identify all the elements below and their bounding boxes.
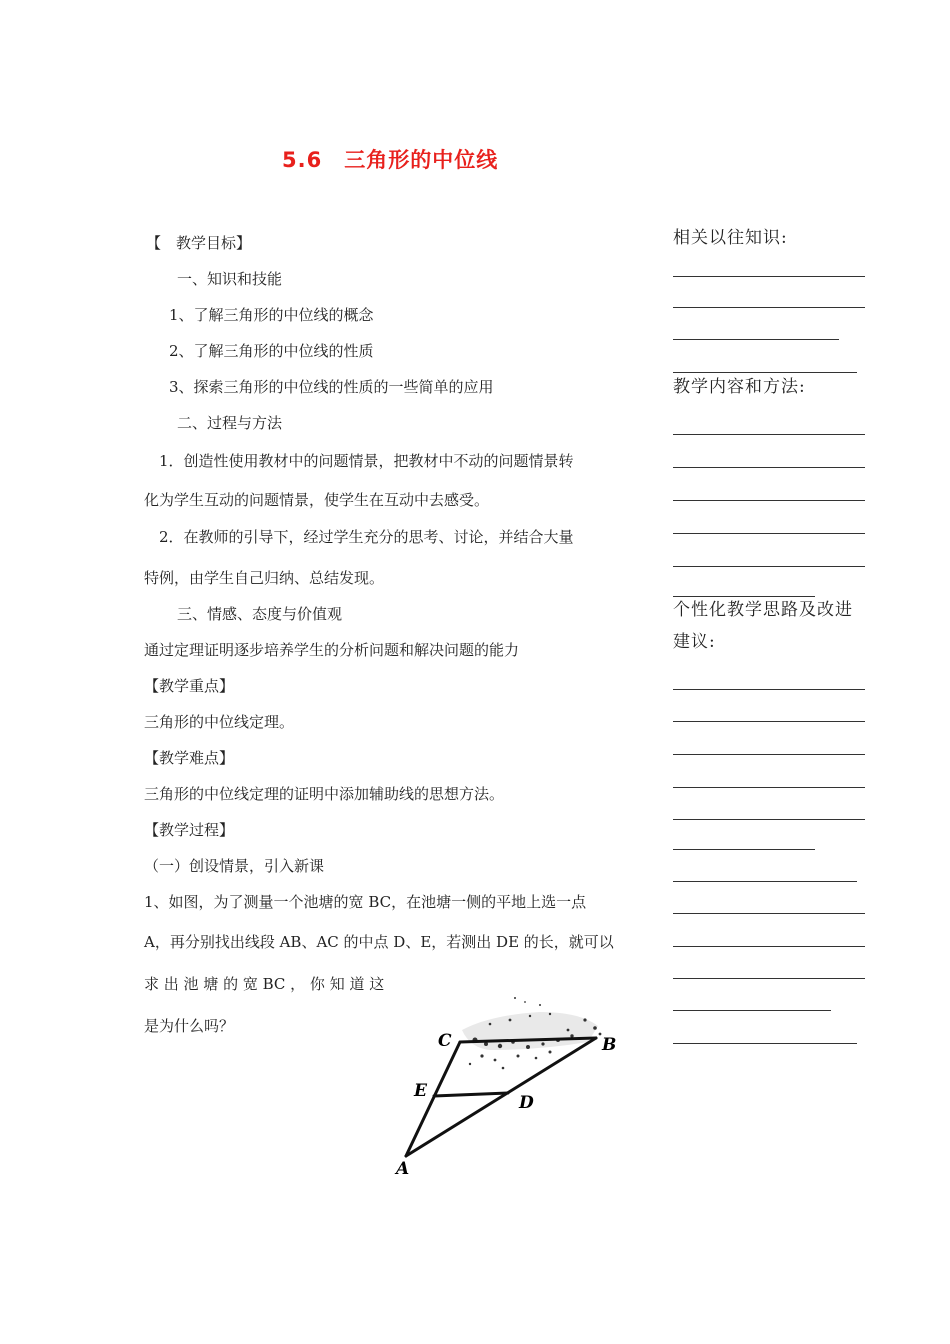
question-1-line-2: A，再分别找出线段 AB、AC 的中点 D、E，若测出 DE 的长，就可以 xyxy=(144,933,614,951)
blank-line xyxy=(673,467,865,468)
label-E: E xyxy=(414,1081,427,1101)
label-B: B xyxy=(602,1035,617,1055)
pond-texture xyxy=(462,997,601,1069)
knowledge-item-1: 1、了解三角形的中位线的概念 xyxy=(169,306,374,324)
blank-line xyxy=(673,819,865,820)
label-C: C xyxy=(438,1031,452,1051)
blank-line xyxy=(673,500,865,501)
side-heading-personal-ideas-line-1: 个性化教学思路及改进 xyxy=(673,600,853,620)
blank-line xyxy=(673,913,865,914)
blank-line xyxy=(673,1010,831,1011)
key-points-heading: 【教学重点】 xyxy=(144,677,235,695)
blank-line xyxy=(673,689,865,690)
blank-line xyxy=(673,754,865,755)
triangle-lines xyxy=(406,1038,596,1156)
question-1-line-4: 是为什么吗？ xyxy=(144,1017,235,1035)
process-item-2-line-1: 2．在教师的引导下，经过学生充分的思考、讨论，并结合大量 xyxy=(159,528,574,546)
question-1-line-3: 求 出 池 塘 的 宽 BC ， 你 知 道 这 xyxy=(144,975,385,993)
question-1-line-1: 1、如图，为了测量一个池塘的宽 BC，在池塘一侧的平地上选一点 xyxy=(144,893,587,911)
attitude-text: 通过定理证明逐步培养学生的分析问题和解决问题的能力 xyxy=(144,641,520,659)
blank-line xyxy=(673,849,815,850)
label-D: D xyxy=(519,1093,534,1113)
section-attitude: 三、情感、态度与价值观 xyxy=(177,605,343,623)
blank-line xyxy=(673,978,865,979)
blank-line xyxy=(673,339,839,340)
key-points-text: 三角形的中位线定理。 xyxy=(144,713,295,731)
blank-line xyxy=(673,881,857,882)
goals-heading: 【 教学目标】 xyxy=(146,234,252,252)
process-heading: 【教学过程】 xyxy=(144,821,235,839)
side-heading-prior-knowledge: 相关以往知识: xyxy=(673,228,788,248)
blank-line xyxy=(673,596,815,597)
process-item-1-line-2: 化为学生互动的问题情景，使学生在互动中去感受。 xyxy=(144,491,490,509)
section-knowledge: 一、知识和技能 xyxy=(177,270,283,288)
page-title: 5.6 三角形的中位线 xyxy=(282,148,499,172)
label-A: A xyxy=(396,1159,410,1179)
knowledge-item-3: 3、探索三角形的中位线的性质的一些简单的应用 xyxy=(169,378,494,396)
section-process: 二、过程与方法 xyxy=(177,414,283,432)
blank-line xyxy=(673,787,865,788)
process-item-1-line-1: 1．创造性使用教材中的问题情景，把教材中不动的问题情景转 xyxy=(159,452,574,470)
blank-line xyxy=(673,533,865,534)
side-heading-content-methods: 教学内容和方法: xyxy=(673,377,806,397)
difficulty-heading: 【教学难点】 xyxy=(144,749,235,767)
knowledge-item-2: 2、了解三角形的中位线的性质 xyxy=(169,342,374,360)
blank-line xyxy=(673,721,865,722)
blank-line xyxy=(673,434,865,435)
blank-line xyxy=(673,276,865,277)
blank-line xyxy=(673,566,865,567)
blank-line xyxy=(673,946,865,947)
blank-line xyxy=(673,372,857,373)
blank-line xyxy=(673,1043,857,1044)
side-heading-personal-ideas-line-2: 建议: xyxy=(673,632,716,652)
process-subheading: （一）创设情景，引入新课 xyxy=(144,857,325,875)
difficulty-text: 三角形的中位线定理的证明中添加辅助线的思想方法。 xyxy=(144,785,505,803)
process-item-2-line-2: 特例，由学生自己归纳、总结发现。 xyxy=(144,569,385,587)
pond-triangle-figure xyxy=(390,990,630,1190)
blank-line xyxy=(673,307,865,308)
